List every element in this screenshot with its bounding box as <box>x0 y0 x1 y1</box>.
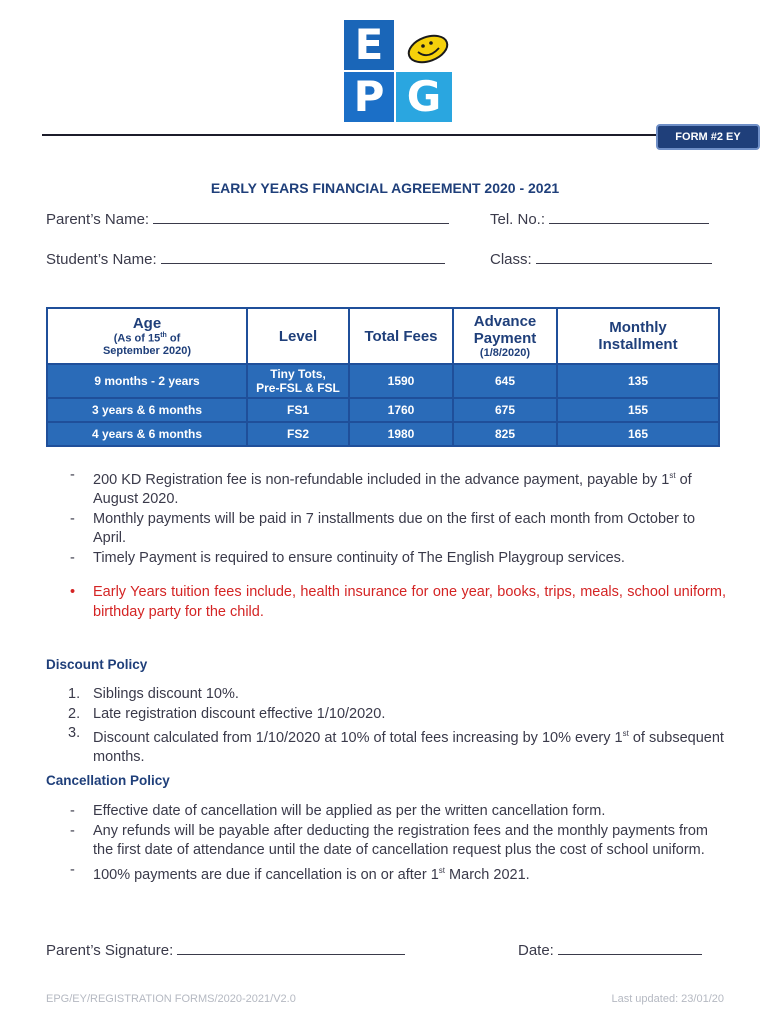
class-label: Class: <box>490 251 532 268</box>
table-row <box>47 398 719 422</box>
discount-text: Discount calculated from 1/10/2020 at 10% of total fees increasing by 10% every 1 <box>93 729 623 746</box>
list-number: 1. <box>68 686 81 702</box>
fee-notes-list <box>46 466 726 568</box>
tuition-note <box>46 583 726 622</box>
epg-logo <box>344 20 452 122</box>
class-field[interactable] <box>490 250 712 268</box>
list-item <box>46 705 726 725</box>
discount-text-tail: of subsequent months. <box>93 729 724 766</box>
list-item <box>46 861 726 885</box>
list-dash: - <box>70 467 75 483</box>
logo-letter-e: E <box>344 20 394 70</box>
cancellation-policy-list <box>46 802 726 885</box>
col-header-total-fees: Total Fees <box>349 308 453 364</box>
cancellation-text: 100% payments are due if cancellation is on or after 1 <box>93 866 439 883</box>
cancellation-sup: st <box>438 865 446 875</box>
cell-advance: 675 <box>453 398 557 422</box>
list-number: 2. <box>68 705 81 722</box>
cell-age: 3 years & 6 months <box>47 398 247 422</box>
list-item <box>46 466 726 510</box>
age-sub-text-3: September 2020) <box>102 344 192 357</box>
list-dash: - <box>70 549 75 566</box>
note-text: Monthly payments will be paid in 7 installments due on the first of each month from October to April. <box>93 510 696 547</box>
cell-level-line-1: Tiny Tots, <box>270 367 326 381</box>
col-header-advance-payment <box>453 308 557 364</box>
discount-policy-heading: Discount Policy <box>46 657 148 672</box>
parent-signature-label: Parent’s Signature: <box>46 942 174 959</box>
parent-name-field[interactable] <box>46 210 449 228</box>
age-sub-text-2: of <box>166 332 181 345</box>
age-header-sub <box>48 332 246 345</box>
advance-header-line-1: Advance <box>473 313 537 330</box>
cell-total: 1980 <box>349 422 453 446</box>
signature-date-line[interactable] <box>558 941 702 955</box>
tuition-note-text: Early Years tuition fees include, health insurance for one year, books, trips, meals, school uniform, birthday party for the child. <box>93 584 726 620</box>
cell-level: FS2 <box>247 422 349 446</box>
list-item <box>46 510 726 549</box>
list-item <box>46 802 726 822</box>
monthly-header-line-1: Monthly <box>609 319 667 336</box>
advance-header-line-2: Payment <box>473 330 537 347</box>
cancellation-policy-heading: Cancellation Policy <box>46 773 170 788</box>
list-dash: - <box>70 803 75 819</box>
discount-text: Late registration discount effective 1/10/2020. <box>93 705 386 722</box>
cell-monthly: 155 <box>557 398 719 422</box>
footer-document-code: EPG/EY/REGISTRATION FORMS/2020-2021/V2.0 <box>46 993 296 1005</box>
note-text: Timely Payment is required to ensure continuity of The English Playgroup services. <box>93 549 625 566</box>
table-row <box>47 422 719 446</box>
col-header-monthly-installment <box>557 308 719 364</box>
footer-last-updated: Last updated: 23/01/20 <box>611 993 724 1005</box>
tel-no-field[interactable] <box>490 210 709 228</box>
header-divider <box>42 134 662 136</box>
discount-sup: st <box>622 729 629 738</box>
cell-level <box>247 364 349 398</box>
fees-table <box>46 307 720 447</box>
student-name-line[interactable] <box>161 250 445 264</box>
advance-header-sub: (1/8/2020) <box>479 347 531 359</box>
list-item <box>46 822 726 861</box>
form-badge: FORM #2 EY <box>656 124 760 150</box>
age-sub-sup: th <box>160 332 167 340</box>
tel-no-label: Tel. No.: <box>490 211 546 228</box>
monthly-header-line-2: Installment <box>598 336 678 353</box>
fees-table-header-row <box>47 308 719 364</box>
parent-signature-field[interactable] <box>46 941 405 959</box>
student-name-field[interactable] <box>46 250 445 268</box>
smiley-icon <box>406 32 450 66</box>
cell-monthly: 135 <box>557 364 719 398</box>
list-number: 3. <box>68 725 81 741</box>
cell-level: FS1 <box>247 398 349 422</box>
parent-name-line[interactable] <box>153 210 449 224</box>
col-header-level: Level <box>247 308 349 364</box>
parent-name-label: Parent’s Name: <box>46 211 150 228</box>
logo-letter-g: G <box>396 72 452 122</box>
col-header-age <box>47 308 247 364</box>
cancellation-text: Effective date of cancellation will be applied as per the written cancellation form. <box>93 803 606 819</box>
bullet-icon: • <box>70 584 76 600</box>
class-line[interactable] <box>536 250 712 264</box>
cell-age: 9 months - 2 years <box>47 364 247 398</box>
document-title: EARLY YEARS FINANCIAL AGREEMENT 2020 - 2021 <box>210 180 560 196</box>
logo-letter-p: P <box>344 72 394 122</box>
cell-advance: 825 <box>453 422 557 446</box>
note-text-tail: of August 2020. <box>93 471 692 508</box>
discount-policy-list <box>46 685 726 768</box>
cancellation-text: Any refunds will be payable after deducting the registration fees and the monthly payments from the first date of attendance until the date of cancellation request plus the cost of school uniform. <box>93 822 708 858</box>
cell-monthly: 165 <box>557 422 719 446</box>
table-row <box>47 364 719 398</box>
tel-no-line[interactable] <box>549 210 709 224</box>
list-item <box>46 724 726 768</box>
student-name-label: Student’s Name: <box>46 251 157 268</box>
cancellation-text-tail: March 2021. <box>445 866 530 883</box>
list-item <box>46 685 726 705</box>
parent-signature-line[interactable] <box>177 941 405 955</box>
cell-total: 1760 <box>349 398 453 422</box>
note-text: 200 KD Registration fee is non-refundable included in the advance payment, payable by 1 <box>93 471 670 488</box>
cell-level-line-2: Pre-FSL & FSL <box>256 381 340 395</box>
list-dash: - <box>70 822 75 839</box>
age-sub-text-1: (As of 15 <box>113 332 161 345</box>
list-dash: - <box>70 510 75 527</box>
age-header-label: Age <box>132 315 162 333</box>
list-item <box>46 583 726 622</box>
cell-total: 1590 <box>349 364 453 398</box>
cell-advance: 645 <box>453 364 557 398</box>
signature-date-field[interactable] <box>518 941 702 959</box>
cell-age: 4 years & 6 months <box>47 422 247 446</box>
note-sup: st <box>669 471 676 480</box>
list-dash: - <box>70 861 75 878</box>
signature-date-label: Date: <box>518 942 554 959</box>
list-item <box>46 549 726 569</box>
discount-text: Siblings discount 10%. <box>93 686 239 702</box>
